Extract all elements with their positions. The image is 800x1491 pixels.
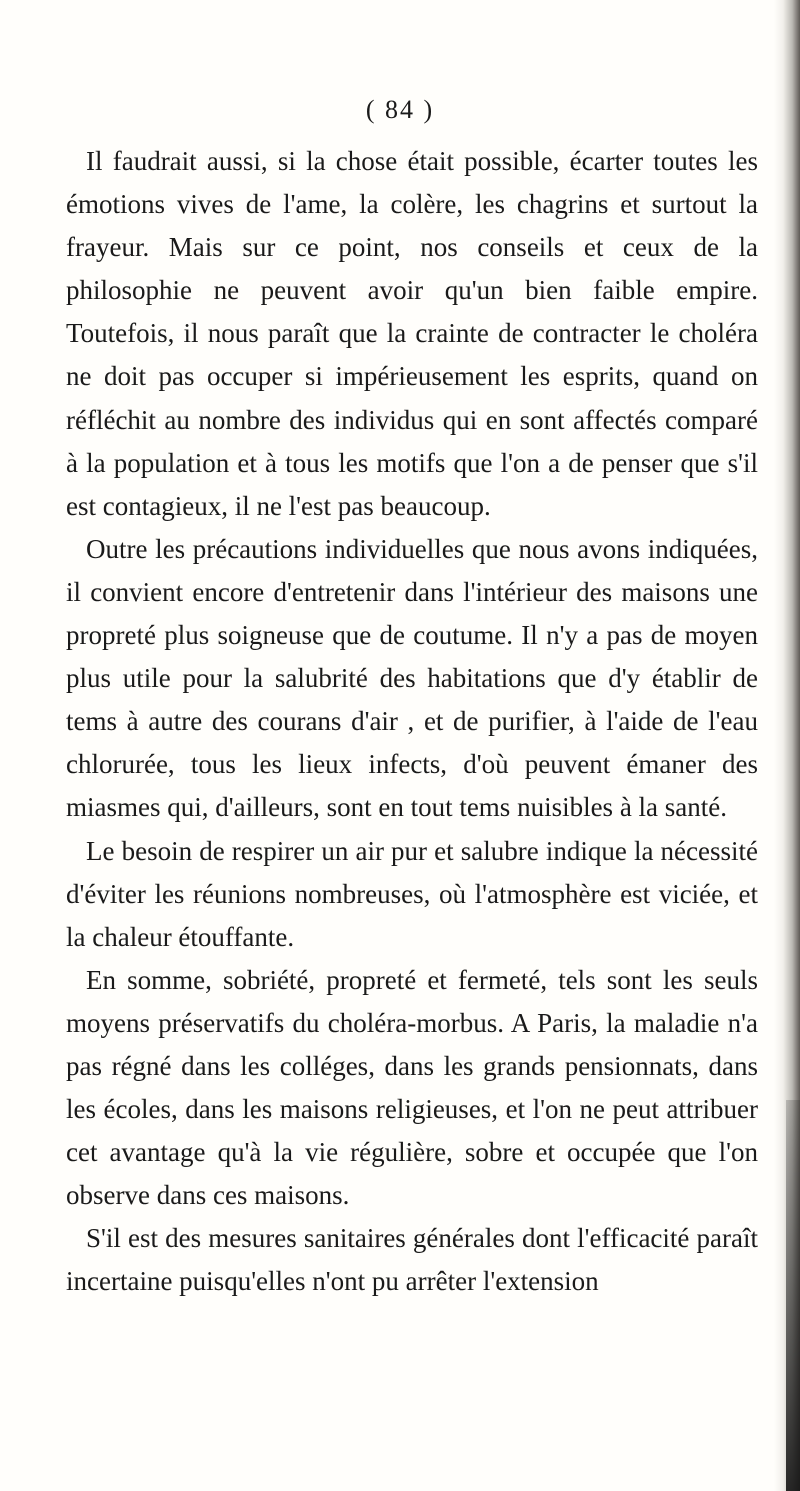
paragraph: En somme, sobriété, propreté et fermeté, tels sont les seuls moyens préservatifs du choléra-morbus. A Paris, la maladie n'a pas régné dans les colléges, dans les grands pensionnats, dans les écoles, dans les maisons religieuses, et l'on ne peut attribuer cet avantage qu'à la vie régulière, sobre et occupée que l'on observe dans ces maisons. [66,964,758,1211]
paragraph: Le besoin de respirer un air pur et salubre indique la nécessité d'éviter les réunions nombreuses, où l'atmosphère est viciée, et la chaleur étouffante. [66,835,758,952]
page-number: ( 84 ) [365,95,435,124]
paragraph: S'il est des mesures sanitaires générales dont l'efficacité paraît incertaine puisqu'elles n'ont pu arrêter l'extension [66,1223,758,1297]
page-edge-dark [786,1100,800,1491]
body-text [66,140,758,1304]
paragraph: Outre les précautions individuelles que nous avons indiquées, il convient encore d'entretenir dans l'intérieur des maisons une propreté plus soigneuse que de coutume. Il n'y a pas de moyen plus utile pour la salubrité des habitations que d'y établir de tems à autre des courans d'air , et de purifier, à l'aide de l'eau chlorurée, tous les lieux infects, d'où peuvent émaner des miasmes qui, d'ailleurs, sont en tout tems nuisibles à la santé. [66,533,758,823]
paragraph: Il faudrait aussi, si la chose était possible, écarter toutes les émotions vives de l'ame, la colère, les chagrins et surtout la frayeur. Mais sur ce point, nos conseils et ceux de la philosophie ne peuvent avoir qu'un bien faible empire. Toutefois, il nous paraît que la crainte de contracter le choléra ne doit pas occuper si impérieusement les esprits, quand on réfléchit au nombre des individus qui en sont affectés comparé à la population et à tous les motifs que l'on a de penser que s'il est contagieux, il ne l'est pas beaucoup. [66,146,758,521]
